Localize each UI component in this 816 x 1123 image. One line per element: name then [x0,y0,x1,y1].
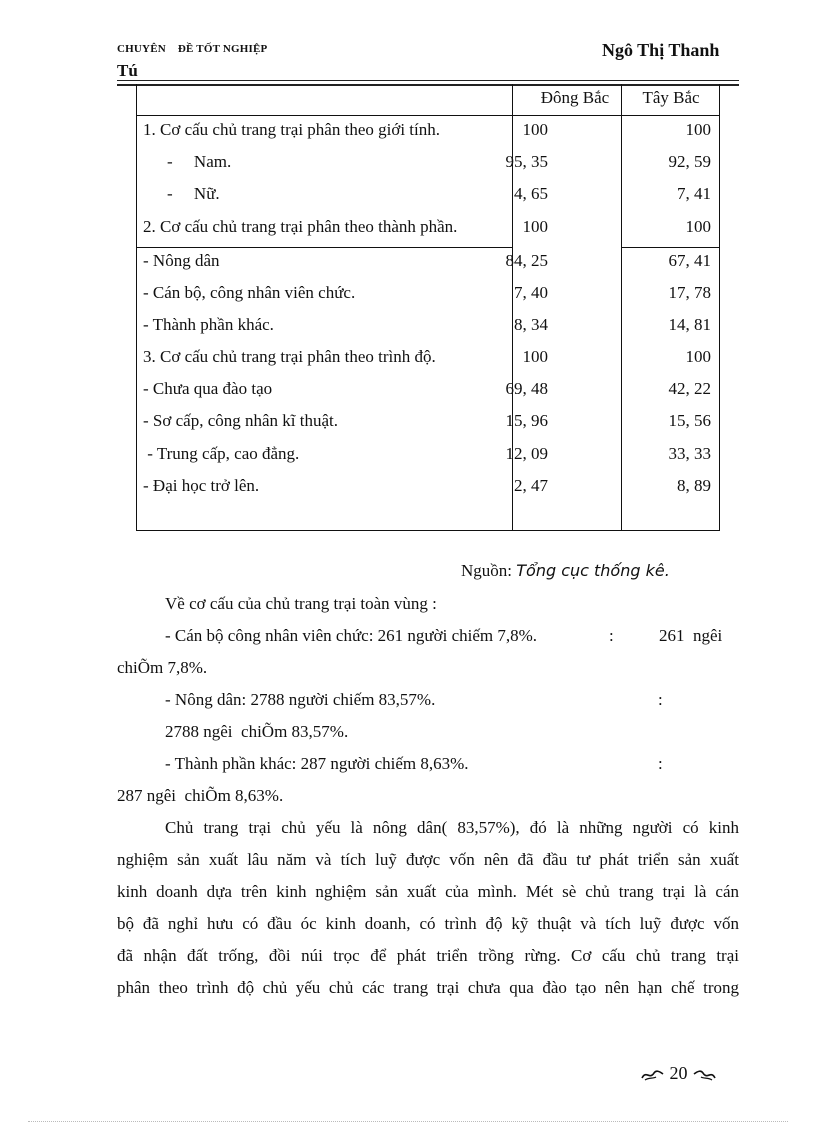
row-label: - Trung cấp, cao đẳng. [143,444,300,463]
row-dong-bac: 100 [522,347,548,366]
row-tay-bac: 67, 41 [668,251,711,270]
source-text: Tổng cục thống kê. [516,561,670,580]
page-number-text: 20 [669,1063,688,1083]
ornament-right-icon [692,1068,716,1082]
column-header-dong-bac: Đông Bắc [540,88,610,107]
row-tay-bac: 8, 89 [677,476,711,495]
column-header-tay-bac: Tây Bắc [642,88,700,107]
header-rule-thin [117,80,739,81]
list-item-officials-colon: : [609,626,614,645]
row-label: - Sơ cấp, công nhân kĩ thuật. [143,411,339,430]
row-tay-bac: 100 [685,217,711,236]
statistics-table [136,84,720,531]
row-dong-bac: 69, 48 [505,379,548,398]
author-name: Ngô Thị Thanh [602,40,720,60]
list-item-farmers: - Nông dân: 2788 người chiếm 83,57%. [165,690,436,709]
row-label: - Nữ. [167,184,220,203]
paragraph-line: kinh doanh dựa trên kinh nghiệm sản xuất của mình. Mét sè chủ trang trại là cán [117,882,739,901]
table-source [461,561,670,581]
row-label: - Nam. [167,152,232,171]
list-item-farmers-colon: : [658,690,663,709]
row-tay-bac: 42, 22 [668,379,711,398]
list-item-others: - Thành phần khác: 287 người chiếm 8,63%. [165,754,469,773]
header-title-part1: CHUYÊN [117,43,166,55]
page-number [641,1063,716,1084]
list-item-officials: - Cán bộ công nhân viên chức: 261 người chiếm 7,8%. [165,626,538,645]
header-title [117,43,267,55]
row-tay-bac: 17, 78 [668,283,711,302]
paragraph-line: đã nhận đất trống, đồi núi trọc để phát triển trồng rừng. Cơ cấu chủ trang trại [117,946,739,965]
row-label: 2. Cơ cấu chủ trang trại phân theo thành phần. [143,217,458,236]
row-dong-bac: 100 [522,217,548,236]
list-item-officials-garbled: 261 ngêi [659,626,723,645]
ornament-left-icon [641,1068,665,1082]
row-dong-bac: 12, 09 [505,444,548,463]
row-label: - Cán bộ, công nhân viên chức. [143,283,356,302]
row-dong-bac: 2, 47 [514,476,548,495]
row-label: - Nông dân [143,251,220,270]
list-item-others-garbled: 287 ngêi chiÕm 8,63%. [117,786,284,805]
intro-line: Về cơ cấu của chủ trang trại toàn vùng : [165,594,437,613]
row-label: - Đại học trở lên. [143,476,260,495]
table-row-rule-right [621,247,719,248]
table-row-rule [137,247,512,248]
row-dong-bac: 15, 96 [505,411,548,430]
row-dong-bac: 8, 34 [514,315,548,334]
row-tay-bac: 7, 41 [677,184,711,203]
table-divider-col2 [621,84,622,531]
author-name-cont: Tú [117,61,138,80]
row-dong-bac: 4, 65 [514,184,548,203]
row-tay-bac: 33, 33 [668,444,711,463]
row-tay-bac: 14, 81 [668,315,711,334]
row-tay-bac: 100 [685,347,711,366]
paragraph-line: Chủ trang trại chủ yếu là nông dân( 83,57%), đó là những người có kinh [165,818,739,837]
list-item-others-colon: : [658,754,663,773]
row-label: 1. Cơ cấu chủ trang trại phân theo giới tính. [143,120,440,139]
row-dong-bac: 100 [522,120,548,139]
row-tay-bac: 100 [685,120,711,139]
source-label: Nguồn: [461,561,512,580]
row-dong-bac: 95, 35 [505,152,548,171]
paragraph-line: phân theo trình độ chủ yếu chủ các trang trại chưa qua đào tạo nên hạn chế trong [117,978,739,997]
table-header-rule [137,115,719,116]
list-item-farmers-garbled: 2788 ngêi chiÕm 83,57%. [165,722,349,741]
paragraph-line: nghiệm sản xuất lâu năm và tích luỹ được vốn nên đã đầu tư phát triển sản xuất [117,850,739,869]
list-item-officials-garbled-cont: chiÕm 7,8%. [117,658,208,677]
row-label: - Thành phần khác. [143,315,274,334]
paragraph-line: bộ đã nghỉ hưu có đầu óc kinh doanh, có trình độ kỹ thuật và tích luỹ được vốn [117,914,739,933]
row-tay-bac: 92, 59 [668,152,711,171]
header-title-part2: ĐỀ TỐT NGHIỆP [177,43,268,55]
row-tay-bac: 15, 56 [668,411,711,430]
page-bottom-border [28,1121,788,1122]
row-dong-bac: 84, 25 [505,251,548,270]
row-label: - Chưa qua đào tạo [143,379,273,398]
row-dong-bac: 7, 40 [514,283,548,302]
row-label: 3. Cơ cấu chủ trang trại phân theo trình độ. [143,347,436,366]
